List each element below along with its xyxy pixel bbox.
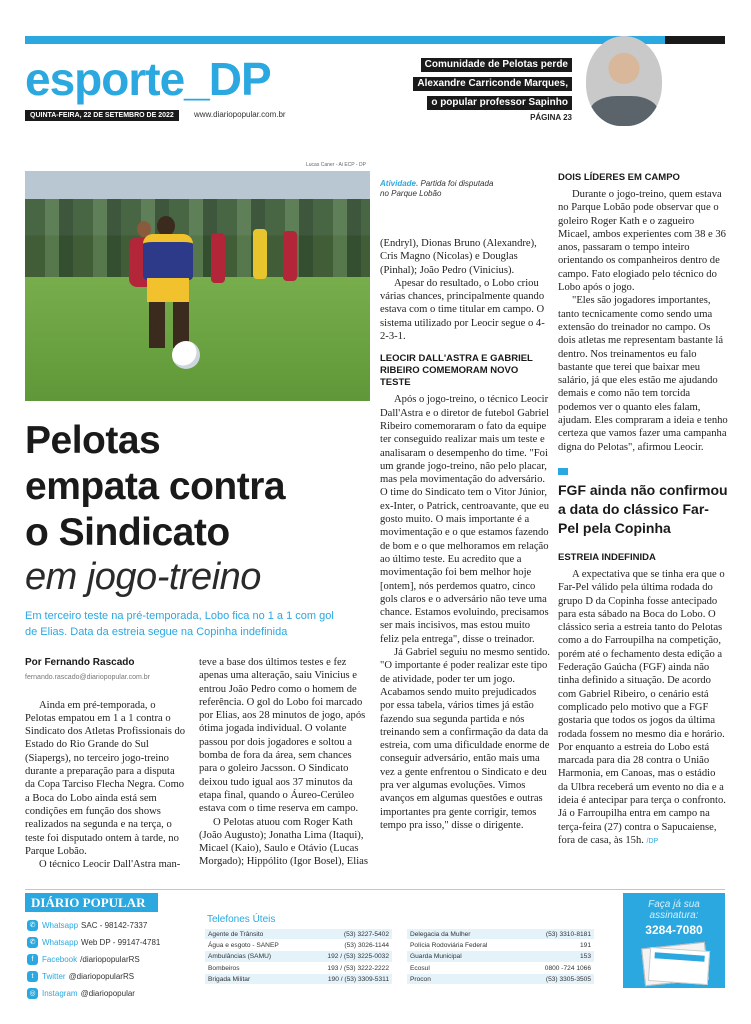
- promo-portrait: [586, 36, 662, 126]
- paragraph: teve a base dos últimos testes e fez apenas uma alteração, saiu Vinicius e entrou João Pedro como o homem de referência. O gol do Lobo foi marcado por Elias, aos 28 minutos de jogo, após ótima jogada individual. O volante passou por dois jogadores e soltou a bomba de fora da área, sem chances para o goleiro Jacsson. O Sindicato deixou tudo igual aos 37 minutos da etapa final, quando o Áureo-Cerúleo estava com o time reserva em campo.: [199, 657, 366, 815]
- promo-page: PÁGINA 23: [530, 113, 572, 122]
- caption-lead: Atividade.: [380, 179, 419, 188]
- photo-caption: [380, 179, 500, 199]
- phone-row: Bombeiros 193 / (53) 3222-2222: [205, 963, 392, 974]
- social-link[interactable]: ◎ Instagram @diariopopular: [27, 985, 160, 1002]
- paragraph: Após o jogo-treino, o técnico Leocir Dall'Astra e o diretor de futebol Gabriel Ribeiro comemoraram o fato da equipe ter conseguido realizar mais um teste e analisaram o desempenho do time. "Foi um grande jogo-treino, não pelo placar, mas pela movimentação do adversário. O time do Sindicato tem o Vitor Júnior, ex-Inter, o Patrick, centroavante, que eu gosto muito. O mais importante é a movimentação e o que estamos fazendo de bom e o que melhoramos em relação ao último teste. Eu acredito que a movimentação foi bem melhor hoje [ontem], nós perdemos quatro, cinco gols claros e o adversário não teve uma chance. Estamos evoluindo, precisamos ser mais incisivos, mas estou muito feliz pela entrega", disse o treinador.: [380, 394, 549, 645]
- paragraph: (Endryl), Dionas Bruno (Alexandre), Cris Magno (Nicolas) e Douglas (Pinhal); João Pedro (Vinicius).: [380, 238, 537, 276]
- phone-row: Ambulâncias (SAMU) 192 / (53) 3225-0032: [205, 951, 392, 962]
- footer-rule: [25, 889, 725, 890]
- edition-date: QUINTA-FEIRA, 22 DE SETEMBRO DE 2022: [25, 110, 179, 121]
- article-column-2: [199, 656, 369, 869]
- subscribe-line: Faça já sua: [648, 899, 700, 910]
- headline-line: Pelotas: [25, 419, 161, 462]
- paragraph: Ainda em pré-temporada, o Pelotas empatou em 1 a 1 contra o Sindicato dos Atletas Profissionais do Estado do Rio Grande do Sul (Siapergs), no terceiro jogo-treino durante a preparação para a disputa da Copa Tarciso Flecha Negra. Como a Boca do Lobo ainda está sem condições em função dos shows realizados na segunda e na terça, o teste foi disputado ontem à tarde, no Parque Lobão.: [25, 699, 186, 857]
- photo-player: [253, 229, 267, 279]
- social-link[interactable]: ✆ Whatsapp SAC - 98142-7337: [27, 917, 160, 934]
- subhead: LEOCIR DALL'ASTRA E GABRIEL RIBEIRO COMEMORAM NOVO TESTE: [380, 353, 533, 389]
- site-link[interactable]: www.diariopopular.com.br: [194, 110, 286, 119]
- promo-line: Comunidade de Pelotas perde: [421, 58, 572, 72]
- sidebox-text: [558, 568, 728, 848]
- promo-line: o popular professor Sapinho: [427, 96, 572, 110]
- paragraph: Apesar do resultado, o Lobo criou várias chances, principalmente quando estava com o time titular em campo. O sistema utilizado por Leocir segue o 4-2-3-1.: [380, 277, 545, 343]
- phone-row: Brigada Militar 190 / (53) 3309-5311: [205, 974, 392, 985]
- phone-row: Agente de Trânsito (53) 3227-5402: [205, 929, 392, 940]
- phones-title: Telefones Úteis: [207, 914, 276, 925]
- whatsapp-icon: ✆: [27, 937, 38, 948]
- social-links: [27, 917, 160, 1002]
- caption-text: Partida foi disputada no Parque Lobão: [380, 179, 494, 198]
- promo-teaser[interactable]: [400, 54, 572, 122]
- article-column-1: [25, 656, 187, 871]
- photo-player: [137, 216, 199, 356]
- article-deck: Em terceiro teste na pré-temporada, Lobo fica no 1 a 1 com gol de Elias. Data da estreia segue na Copinha indefinida: [25, 610, 334, 638]
- byline: Por Fernando Rascado: [25, 657, 135, 668]
- subscribe-box[interactable]: [623, 893, 725, 988]
- end-mark: /DP: [646, 837, 659, 845]
- facebook-icon: f: [27, 954, 38, 965]
- subhead: DOIS LÍDERES EM CAMPO: [558, 172, 680, 183]
- social-link[interactable]: ✆ Whatsapp Web DP - 99147-4781: [27, 934, 160, 951]
- sidebox-paragraph: A expectativa que se tinha era que o Far-Pel válido pela última rodada do grupo D da Copinha fosse antecipado para esta sábado na Boca do Lobo. O clássico seria a estreia tanto do Pelotas como a do Farroupilha na competição, porém até o fechamento desta edição a Federação Gaúcha (FGF) ainda não tinha definido a situação. De acordo com Gabriel Ribeiro, o cenário está complicado pelo motivo que a FGF gostaria que todos os jogos da última rodada fossem no mesmo dia e horário. Por enquanto a estreia do Lobo está marcada para dia 28 contra o União Harmonia, em Canoas, mas o estádio da Ulbra receberá um evento no dia e a ideia é antecipar para terça o confronto. Já o Farroupilha entra em campo na terça-feira (27) contra o Sapucaiense, fora de casa, às 15h.: [558, 568, 726, 846]
- promo-line: Alexandre Carriconde Marques,: [413, 77, 572, 91]
- phone-row: Guarda Municipal 153: [407, 951, 594, 962]
- footer-brand: DIÁRIO POPULAR: [25, 893, 158, 912]
- social-link[interactable]: t Twitter @diariopopularRS: [27, 968, 160, 985]
- phone-list-right: [407, 929, 594, 985]
- section-brand: esporte_DP: [25, 53, 271, 105]
- photo-player: [211, 233, 225, 283]
- sidebox-title: FGF ainda não confirmou a data do clássico Far-Pel pela Copinha: [558, 481, 728, 536]
- newspaper-graphic: [648, 947, 710, 985]
- photo-credit: Lucas Caner - Ai ECP - DP: [306, 162, 366, 168]
- sidebox-subhead: ESTREIA INDEFINIDA: [558, 551, 656, 563]
- portrait-shoulders: [590, 96, 658, 126]
- phone-row: Ecosul 0800 -724 1066: [407, 963, 594, 974]
- article-column-3: [380, 237, 550, 832]
- social-link[interactable]: f Facebook /diariopopularRS: [27, 951, 160, 968]
- top-accent-bar-dark: [665, 36, 725, 44]
- phone-row: Delegacia da Mulher (53) 3310-8181: [407, 929, 594, 940]
- headline: [25, 418, 385, 556]
- phone-row: Água e esgoto - SANEP (53) 3026-1144: [205, 940, 392, 951]
- headline-line: empata contra: [25, 465, 286, 508]
- paragraph: Já Gabriel seguiu no mesmo sentido. "O importante é poder realizar este tipo de atividade, poder ter um jogo. Acabamos sendo muito prejudicados por essa tabela, vários times já estão fazendo sua segunda partida e nós treinando sem a confirmação da data da estreia, com uma dificuldade enorme de conseguir adversário, então mais uma vez a gente enfrentou o Sindicato e deu pra ver algumas evoluções. Vimos avanços em algumas questões e outras importantes pra gente corrigir, temos tempo pra isso," disse o dirigente.: [380, 647, 550, 831]
- paragraph: O Pelotas atuou com Roger Kath (João Augusto); Jonatha Lima (Itaqui), Micael (Kaio), Saulo e Otávio (Lucas Morgado); Hippólito (Igor Bosel), Elias: [199, 816, 368, 868]
- paragraph: "Eles são jogadores importantes, tanto tecnicamente como sendo uma extensão do treinador no campo. Os dois atletas me representam bastante lá dentro. Nos treinamentos eu falo bastante que terei que baixar meu salário, já que eles estão me ajudando demais e como não tem torcida podemos ver o quanto eles falam, ajudam. Eles compraram a ideia e tenho certeza que vamos fazer uma campanha digna do Pelotas", afirmou Leocir.: [558, 295, 728, 453]
- headline-italic: em jogo-treino: [25, 556, 261, 598]
- author-email[interactable]: fernando.rascado@diariopopular.com.br: [25, 674, 151, 682]
- phone-row: Polícia Rodoviária Federal 191: [407, 940, 594, 951]
- phone-list-left: [205, 929, 392, 985]
- paragraph: O técnico Leocir Dall'Astra man-: [39, 859, 181, 871]
- article-column-4: [558, 172, 728, 848]
- sidebox-marker: [558, 468, 568, 475]
- instagram-icon: ◎: [27, 988, 38, 999]
- whatsapp-icon: ✆: [27, 920, 38, 931]
- phone-row: Procon (53) 3305-3505: [407, 974, 594, 985]
- paragraph: Durante o jogo-treino, quem estava no Parque Lobão pode observar que o goleiro Roger Kath e o zagueiro Micael, ambos experientes com 38 e 36 anos, passaram o tempo inteiro orientando os companheiros dentro de campo. Fato elogiado pelo técnico do Lobo após o jogo.: [558, 189, 726, 294]
- headline-line: o Sindicato: [25, 511, 230, 554]
- twitter-icon: t: [27, 971, 38, 982]
- match-photo: [25, 171, 370, 401]
- subscribe-number: 3284-7080: [645, 923, 703, 937]
- photo-ball: [172, 341, 200, 369]
- subscribe-line: assinatura:: [649, 910, 699, 921]
- photo-player: [283, 231, 297, 281]
